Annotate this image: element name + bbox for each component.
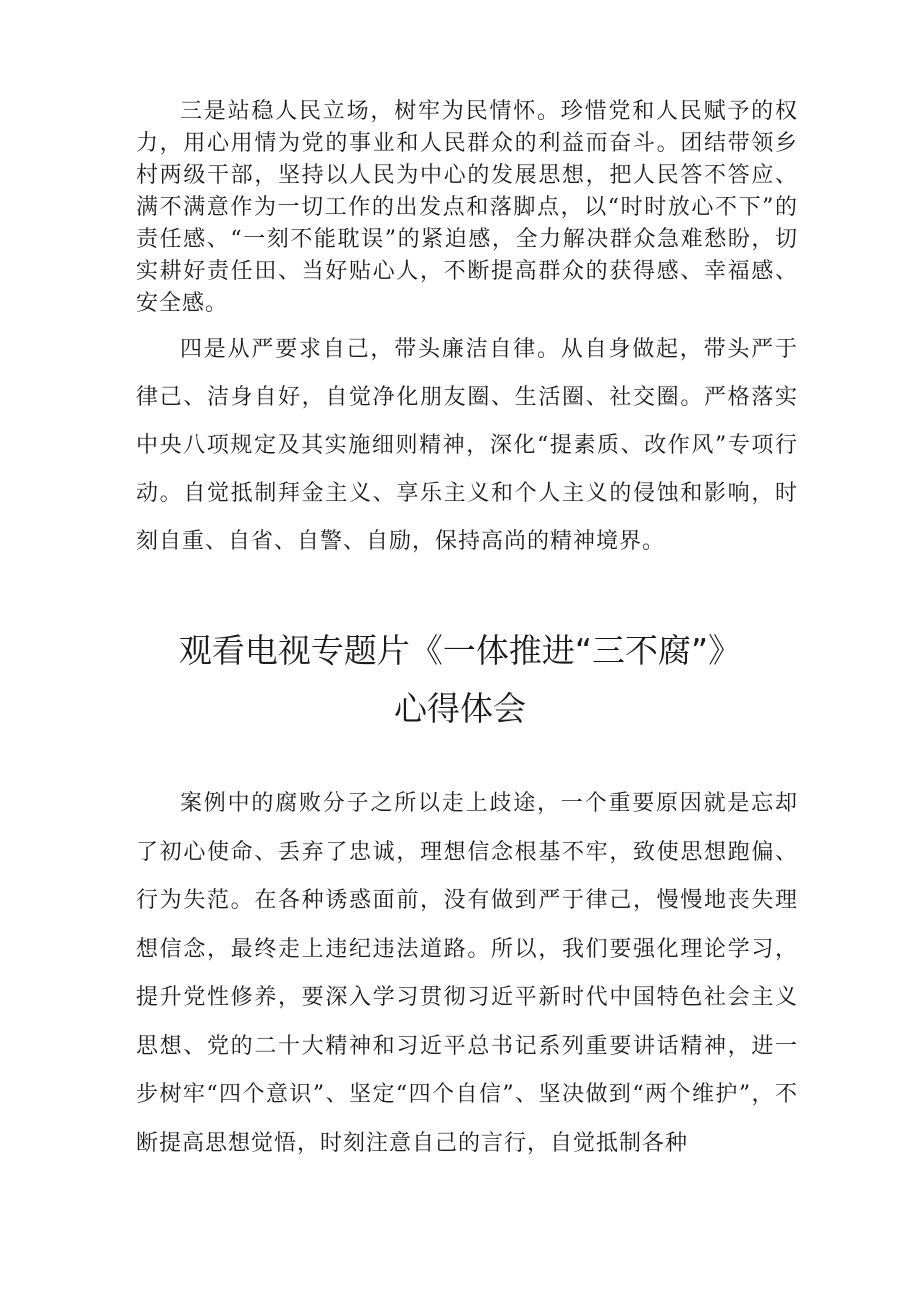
title-line-1: 观看电视专题片《一体推进“三不腐”》 — [178, 631, 742, 670]
section-upper — [136, 96, 798, 566]
paragraph-case: 案例中的腐败分子之所以走上歧途，一个重要原因就是忘却了初心使命、丢弃了忠诚，理想信念根基不牢，致使思想跑偏、行为失范。在各种诱惑面前，没有做到严于律己，慢慢地丧失理想信念，最终走上违纪违法道路。所以，我们要强化理论学习，提升党性修养，要深入学习贯彻习近平新时代中国特色社会主义思想、党的二十大精神和习近平总书记系列重要讲话精神，进一步树牢“四个意识”、坚定“四个自信”、坚决做到“两个维护”，不断提高思想觉悟，时刻注意自己的言行，自觉抵制各种 — [136, 791, 798, 1156]
section-lower — [136, 780, 798, 1168]
paragraph-three: 三是站稳人民立场，树牢为民情怀。珍惜党和人民赋予的权力，用心用情为党的事业和人民群众的利益而奋斗。团结带领乡村两级干部，坚持以人民为中心的发展思想，把人民答不答应、满不满意作为一切工作的出发点和落脚点，以“时时放心不下”的责任感、“一刻不能耽误”的紧迫感，全力解决群众急难愁盼，切实耕好责任田、当好贴心人，不断提高群众的获得感、幸福感、安全感。 — [136, 99, 798, 316]
title-line-2: 心得体会 — [394, 689, 526, 728]
article-title — [100, 622, 820, 738]
paragraph-four: 四是从严要求自己，带头廉洁自律。从自身做起，带头严于律己、洁身自好，自觉净化朋友圈、生活圈、社交圈。严格落实中央八项规定及其实施细则精神，深化“提素质、改作风”专项行动。自觉抵制拜金主义、享乐主义和个人主义的侵蚀和影响，时刻自重、自省、自警、自励，保持高尚的精神境界。 — [136, 337, 798, 554]
